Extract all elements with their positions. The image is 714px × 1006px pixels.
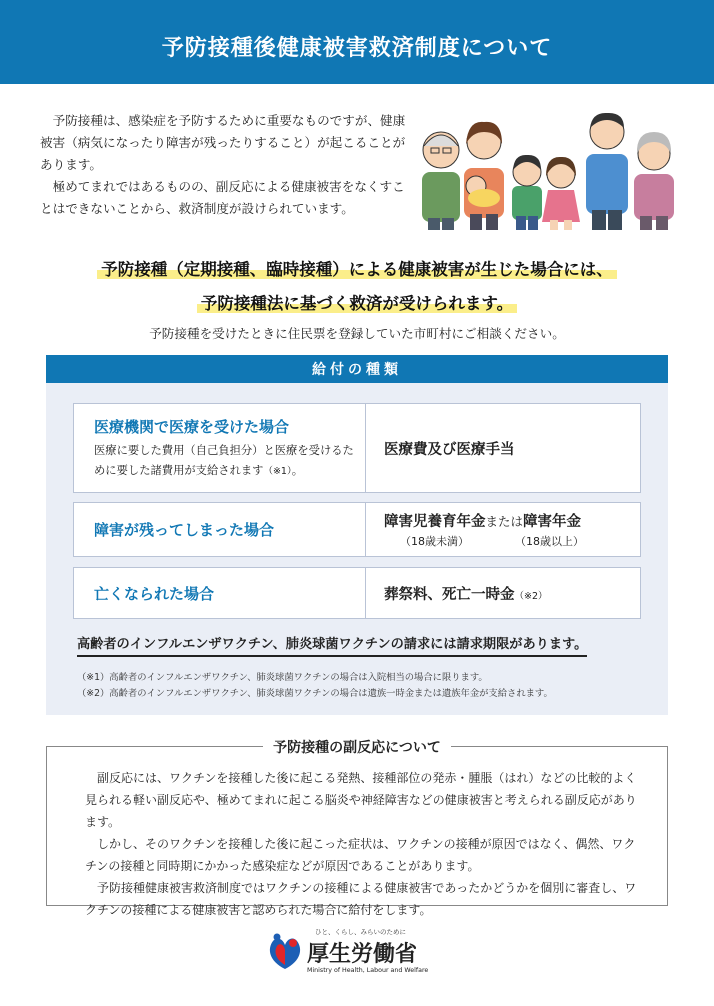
highlight-line: 予防接種（定期接種、臨時接種）による健康被害が生じた場合には、	[0, 256, 714, 280]
benefit-value-cell	[366, 404, 640, 492]
intro-paragraph: 極めてまれではあるものの、副反応による健康被害をなくすことはできないことから、救済制度が設けられています。	[40, 179, 405, 216]
benefit-category-cell	[74, 404, 366, 492]
intro-paragraph: 予防接種は、感染症を予防するために重要なものですが、健康被害（病気になったり障害が残ったりすること）が起こることがあります。	[40, 113, 406, 172]
logo-name: 厚生労働省	[307, 942, 418, 967]
side-effects-paragraph: しかし、そのワクチンを接種した後に起こった症状は、ワクチンの接種が原因ではなく、偶然、ワクチンの接種と同時期にかかった感染症などが原因であることがあります。	[85, 837, 636, 873]
benefits-title: 給付の種類	[46, 355, 668, 383]
side-effects-paragraph: 予防接種健康被害救済制度ではワクチンの接種による健康被害であったかどうかを個別に審査し、ワクチンの接種による健康被害と認められた場合に給付をします。	[85, 881, 637, 917]
boy-figure	[512, 155, 542, 230]
benefit-category: 医療機関で医療を受けた場合	[94, 418, 290, 436]
grandfather-figure	[422, 132, 460, 230]
logo-english-name: Ministry of Health, Labour and Welfare	[307, 967, 429, 974]
benefit-category: 亡くなられた場合	[94, 584, 215, 603]
page-title: 予防接種後健康被害救済制度について	[161, 35, 553, 61]
benefit-category: 障害が残ってしまった場合	[94, 521, 275, 539]
intro-text	[40, 110, 408, 220]
highlight-line: 予防接種法に基づく救済が受けられます。	[0, 290, 714, 314]
benefit-row	[73, 502, 641, 557]
benefit-description: 医療に要した費用（自己負担分）と医療を受けるために要した諸費用が支給されます（※1）。	[94, 444, 354, 477]
benefit-age-notes: （18歳未満） （18歳以上）	[400, 535, 584, 548]
benefit-value-cell	[366, 568, 640, 618]
mother-figure	[464, 122, 504, 230]
family-illustration	[414, 110, 686, 230]
benefit-row	[73, 403, 641, 493]
benefits-panel	[46, 355, 668, 715]
benefit-category-cell	[74, 568, 366, 618]
benefit-value: 医療費及び医療手当	[384, 441, 515, 458]
footnote: （※1）高齢者のインフルエンザワクチン、肺炎球菌ワクチンの場合は入院相当の場合に限ります。	[77, 672, 488, 683]
mhlw-logo	[265, 915, 465, 979]
footnote: （※2）高齢者のインフルエンザワクチン、肺炎球菌ワクチンの場合は遺族一時金または遺族年金が支給されます。	[77, 688, 553, 699]
benefit-value-cell	[366, 503, 640, 556]
logo-tagline: ひと、くらし、みらいのために	[315, 928, 406, 936]
benefit-category-cell	[74, 503, 366, 556]
father-figure	[586, 113, 628, 230]
grandmother-figure	[634, 132, 674, 230]
side-effects-paragraph: 副反応には、ワクチンを接種した後に起こる発熱、接種部位の発赤・腫脹（はれ）などの比較的よく見られる軽い副反応や、極めてまれに起こる脳炎や神経障害などの健康被害と考えられる副反応があります。	[85, 771, 637, 829]
benefit-value: 障害児養育年金または障害年金	[384, 514, 582, 530]
side-effects-title: 予防接種の副反応について	[263, 740, 451, 756]
girl-figure	[542, 157, 580, 230]
consult-text: 予防接種を受けたときに住民票を登録していた市町村にご相談ください。	[149, 326, 565, 341]
mhlw-emblem-icon	[265, 931, 305, 971]
claim-deadline-notice: 高齢者のインフルエンザワクチン、肺炎球菌ワクチンの請求には請求期限があります。	[77, 633, 587, 657]
page-header	[0, 0, 714, 84]
benefit-value: 葬祭料、死亡一時金（※2）	[384, 586, 548, 603]
benefit-row	[73, 567, 641, 619]
side-effects-title-wrap	[47, 737, 667, 759]
side-effects-box	[46, 740, 668, 917]
